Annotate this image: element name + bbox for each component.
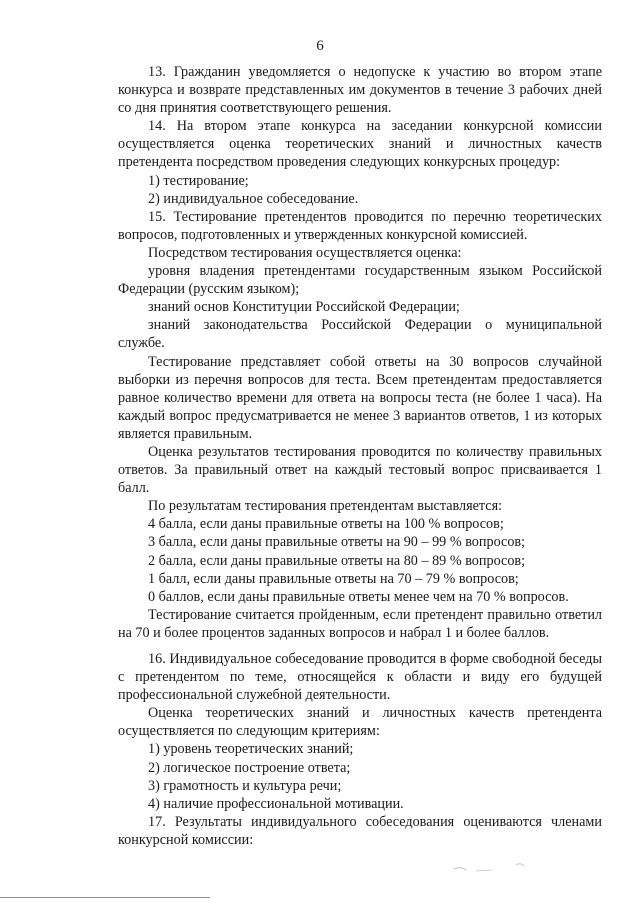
paragraph: 14. На втором этапе конкурса на заседании конкурсной комиссии осуществляется оценка теоретических знаний и личностных качеств претендента посредством проведения следующих конкурсных процедур: [118,118,602,171]
list-item: знаний основ Конституции Российской Федерации; [148,299,460,316]
paragraph: 16. Индивидуальное собеседование проводится в форме свободной беседы с претендентом по теме, относящейся к области и виду его будущей профессиональной служебной деятельности. [118,651,602,704]
list-item: 4) наличие профессиональной мотивации. [148,795,404,812]
footer-rule [0,897,210,898]
paragraph: Посредством тестирования осуществляется оценка: [148,244,462,261]
list-item: 4 балла, если даны правильные ответы на 100 % вопросов; [148,516,504,533]
list-item: 2) логическое построение ответа; [148,759,351,776]
paragraph: Тестирование представляет собой ответы на 30 вопросов случайной выборки из перечня вопросов для теста. Всем претендентам предоставляется равное количество времени для ответа на вопросы теста (не более 1 часа). На каждый вопрос предусматривается не менее 3 вариантов ответов, 1 из которых является правильным. [118,353,602,442]
list-item: 2) индивидуальное собеседование. [148,190,359,207]
document-body [118,63,602,849]
list-item: уровня владения претендентами государственным языком Российской Федерации (русским языком); [118,263,602,298]
paragraph: 13. Гражданин уведомляется о недопуске к участию во втором этапе конкурса и возврате представленных им документов в течение 3 рабочих дней со дня принятия соответствующего решения. [118,64,602,117]
paragraph: Оценка результатов тестирования проводится по количеству правильных ответов. За правильный ответ на каждый тестовый вопрос присваивается 1 балл. [118,443,602,497]
list-item: 1 балл, если даны правильные ответы на 70 – 79 % вопросов; [148,570,519,587]
list-item: 2 балла, если даны правильные ответы на 80 – 89 % вопросов; [148,552,526,569]
paragraph: Оценка теоретических знаний и личностных качеств претендента осуществляется по следующим критериям: [118,705,602,740]
scan-smudge [450,860,540,874]
list-item: 0 баллов, если даны правильные ответы менее чем на 70 % вопросов. [148,588,569,605]
list-item: 3 балла, если даны правильные ответы на 90 – 99 % вопросов; [148,534,526,551]
list-item: 1) тестирование; [148,172,249,189]
paragraph: 15. Тестирование претендентов проводится по перечню теоретических вопросов, подготовленных и утвержденных конкурсной комиссией. [118,208,602,243]
paragraph: По результатам тестирования претендентам выставляется: [148,498,503,515]
list-item: знаний законодательства Российской Федерации о муниципальной службе. [118,317,602,352]
list-item: 1) уровень теоретических знаний; [148,741,354,758]
page-number: 6 [316,38,324,54]
paragraph: Тестирование считается пройденным, если претендент правильно ответил на 70 и более процентов заданных вопросов и набрал 1 и более баллов. [118,606,602,641]
paragraph: 17. Результаты индивидуального собеседования оцениваются членами конкурсной комиссии: [118,813,602,848]
list-item: 3) грамотность и культура речи; [148,777,342,794]
